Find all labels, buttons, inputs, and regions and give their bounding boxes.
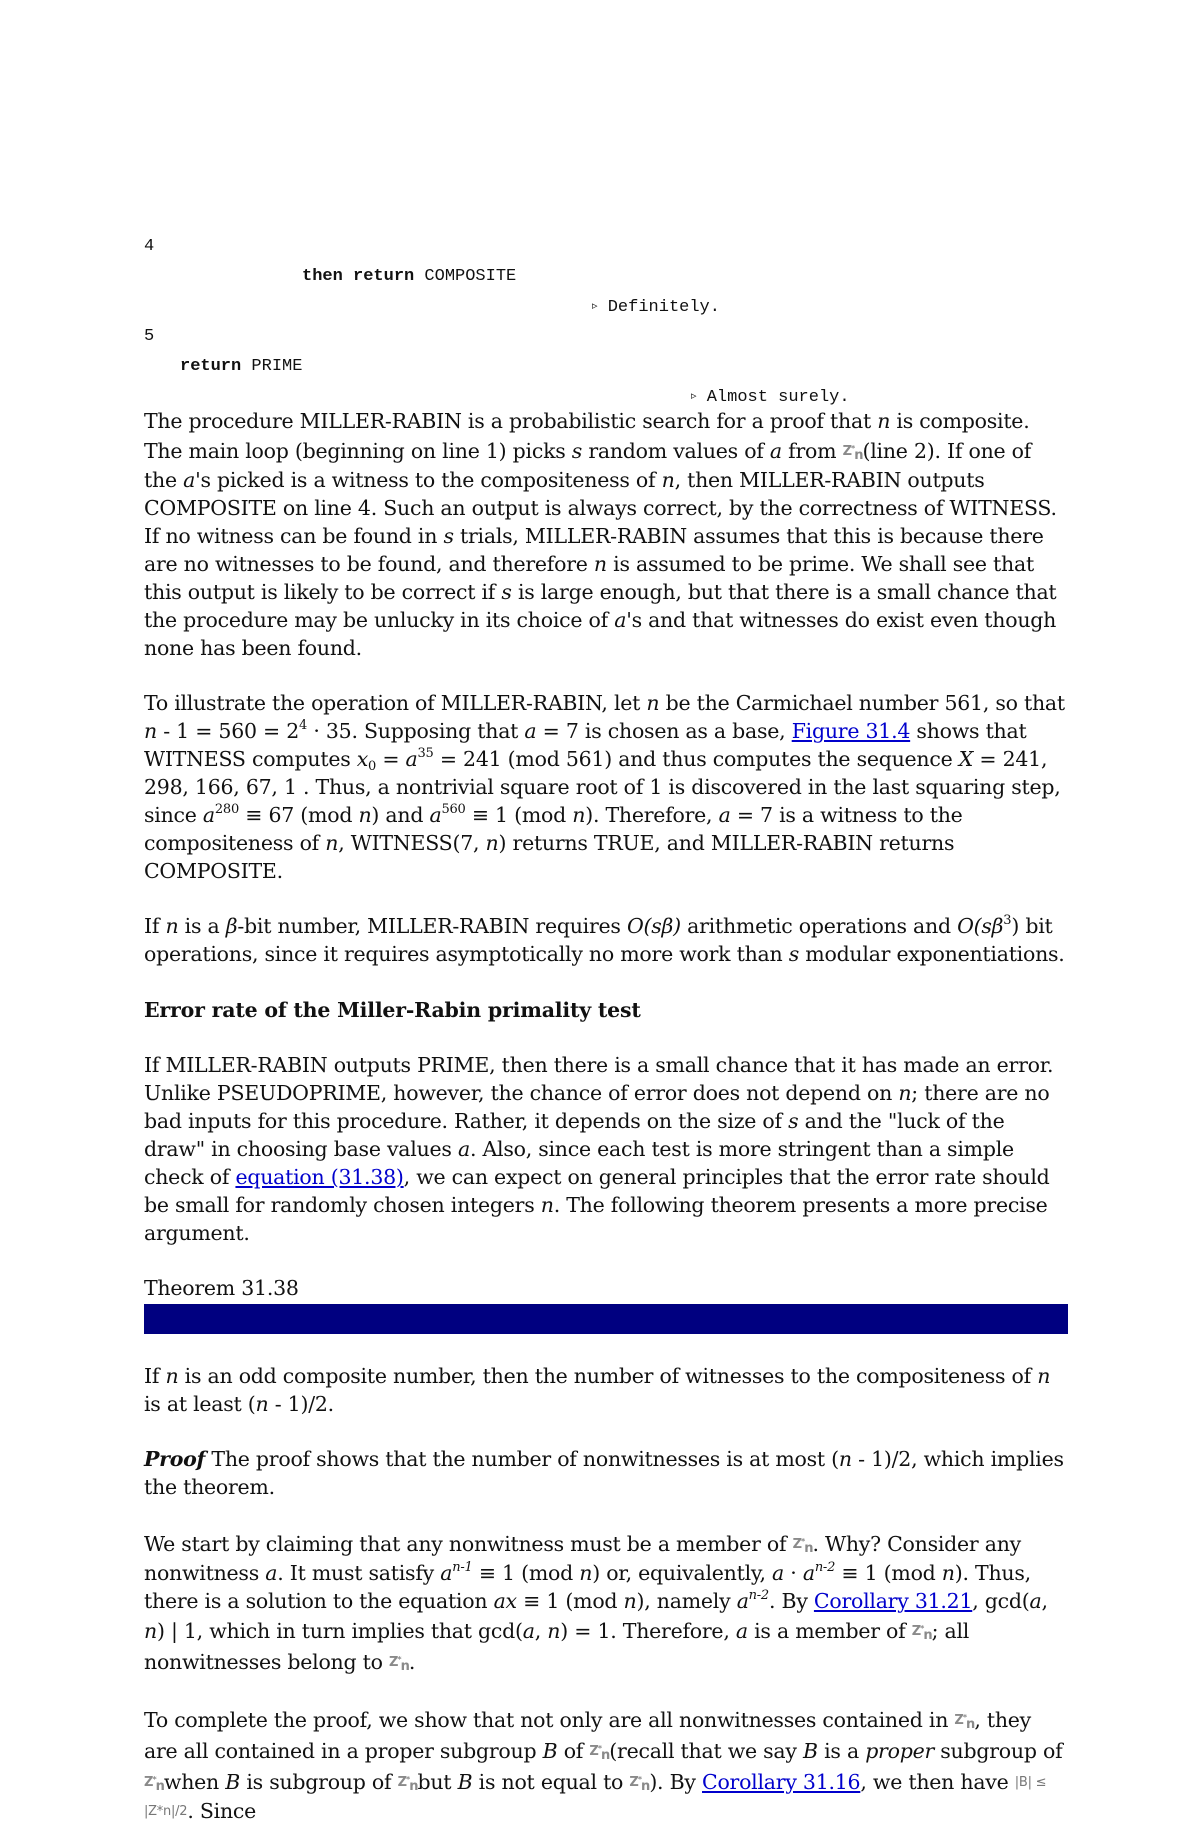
zn-star-icon: $Z^*_n$ (629, 1775, 650, 1794)
zn-star-icon: $Z^*_n$ (911, 1624, 932, 1643)
zn-star-icon: $Z^*_n$ (792, 1537, 813, 1556)
code-comment: Almost surely. (706, 388, 850, 407)
theorem-title: Theorem 31.38 (144, 1276, 299, 1300)
section-heading: Error rate of the Miller-Rabin primality test (144, 998, 641, 1022)
zn-star-icon: $Z^*_n$ (954, 1713, 975, 1732)
paragraph-nonwitness-claim: We start by claiming that any nonwitness must be a member of $Z^*_n$. Why? Consider any nonwitness a. It must satisfy $a^{n-1} \equiv 1$ (mod n) or, equivalently, $a \cdot a^{n-2} \equiv 1$ (mod n). Thus, there is a solution to the equation ax ≡ 1 (mod n), namely $a^{n-2}$. By Corollary 31.21, gcd(a, n) | 1, which in turn implies that gcd(a, n) = 1. Therefore, a is a member of $Z^*_n$; all nonwitnesses belong to $Z^*_n$. (144, 1528, 1068, 1677)
paragraph-miller-rabin-description: The procedure MILLER-RABIN is a probabilistic search for a proof that n is composite. The main loop (beginning on line 1) picks s random values of a from $Z^*_n(line$ 2). If one of the a's picked is a witness to the compositeness of n, then MILLER-RABIN outputs COMPOSITE on line 4. Such an output is always correct, by the correctness of WITNESS. If no witness can be found in s trials, MILLER-RABIN assumes that this is because there are no witnesses to be found, and therefore n is assumed to be prime. We shall see that this output is likely to be correct if s is large enough, but that there is a small chance that the procedure may be unlucky in its choice of a's and that witnesses do exist even though none has been found. (144, 409, 1057, 660)
comment-marker-icon: ▹ (691, 391, 697, 403)
line-number: 4 (144, 237, 155, 256)
subgroup-bound-icon: |B| ≤ |Z*n|/2 (144, 1775, 1047, 1819)
zn-star-icon: $Z^*_n$ (144, 1775, 164, 1794)
link-equation-31-38[interactable]: equation (31.38) (235, 1165, 404, 1189)
paragraph-proper-subgroup: To complete the proof, we show that not only are all nonwitnesses contained in $Z^*_n$, they are all contained in a proper subgroup B of $Z^*_n(recall$ that we say B is a proper subgroup of $Z^*_nwhen$ B is subgroup of $Z^*_nbut$ B is not equal to $Z^*_n$). By Corollary 31.16, we then have |B| ≤ |Z*n|/2. Since (144, 1704, 1068, 1826)
link-corollary-31-21[interactable]: Corollary 31.21 (813, 1589, 973, 1613)
return-value: PRIME (251, 357, 303, 376)
zn-star-icon: $Z^*_n$ (388, 1655, 409, 1674)
code-line-4 (144, 202, 1068, 317)
paragraph-proof-intro: Proof The proof shows that the number of nonwitnesses is at most (n - 1)/2, which implies the theorem. (144, 1447, 1064, 1499)
document-page (144, 142, 1068, 1826)
return-value: COMPOSITE (424, 267, 517, 286)
proof-label: Proof (144, 1447, 206, 1471)
keyword: then return (302, 267, 415, 286)
comment-marker-icon: ▹ (592, 301, 598, 313)
zn-star-icon: $Z^*_n$ (589, 1744, 610, 1763)
theorem-bar (144, 1304, 1068, 1334)
theorem-statement: If n is an odd composite number, then the number of witnesses to the compositeness of n is at least (n - 1)/2. (144, 1364, 1051, 1416)
paragraph-complexity: If n is a β-bit number, MILLER-RABIN requires O(sβ) arithmetic operations and $O(s\beta^3)$ bit operations, since it requires asymptotically no more work than s modular exponentiations. (144, 913, 1065, 966)
line-number: 5 (144, 327, 155, 346)
paragraph-carmichael-example: To illustrate the operation of MILLER-RABIN, let n be the Carmichael number 561, so that $n - 1 = 560 = 2^4 \cdot 35$. Supposing that a = 7 is chosen as a base, Figure 31.4 shows that WITNESS computes $x_0 = a^{35} = 241$ (mod 561) and thus computes the sequence X = 241, 298, 166, 67, 1 . Thus, a nontrivial square root of 1 is discovered in the last squaring step, since $a^{280} \equiv 67$ (mod n) and $a^{560} \equiv 1$ (mod n). Therefore, a = 7 is a witness to the compositeness of n, WITNESS(7, n) returns TRUE, and MILLER-RABIN returns COMPOSITE. (144, 691, 1065, 883)
zn-star-icon: $Z^*_n$ (842, 444, 863, 463)
zn-star-icon: $Z^*_n$ (397, 1775, 418, 1794)
code-comment: Definitely. (607, 298, 720, 317)
paragraph-error-rate: If MILLER-RABIN outputs PRIME, then there is a small chance that it has made an error. Unlike PSEUDOPRIME, however, the chance of error does not depend on n; there are no bad inputs for this procedure. Rather, it depends on the size of s and the "luck of the draw" in choosing base values a. Also, since each test is more stringent than a simple check of equation (31.38), we can expect on general principles that the error rate should be small for randomly chosen integers n. The following theorem presents a more precise argument. (144, 1053, 1054, 1245)
keyword: return (180, 357, 242, 376)
code-line-5 (144, 292, 1068, 407)
link-corollary-31-16[interactable]: Corollary 31.16 (702, 1770, 861, 1794)
pseudocode-block (144, 142, 1068, 407)
link-figure-31-4[interactable]: Figure 31.4 (791, 719, 911, 743)
